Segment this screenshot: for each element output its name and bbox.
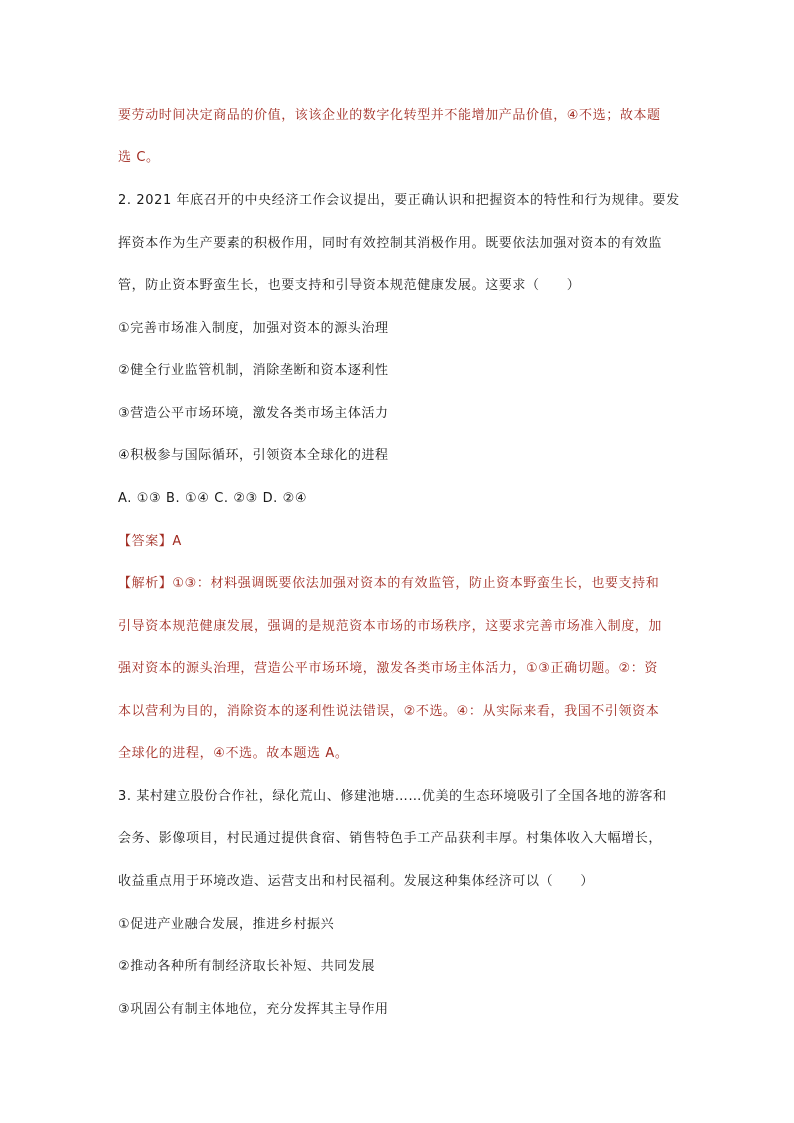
question-2-analysis: 引导资本规范健康发展，强调的是规范资本市场的市场秩序，这要求完善市场准入制度，加 — [118, 619, 663, 634]
question-2-option: ③营造公平市场环境，激发各类市场主体活力 — [118, 406, 389, 421]
question-2-stem: 挥资本作为生产要素的积极作用，同时有效控制其消极作用。既要依法加强对资本的有效监 — [118, 236, 663, 251]
question-2-stem: 管，防止资本野蛮生长，也要支持和引导资本规范健康发展。这要求（ ） — [118, 278, 581, 293]
question-2-analysis — [118, 574, 684, 594]
question-2-analysis: 本以营利为目的，消除资本的逐利性说法错误，②不选。④：从实际来看，我国不引领资本 — [118, 704, 660, 719]
question-2-analysis: 全球化的进程，④不选。故本题选 A。 — [118, 746, 349, 761]
analysis-text: ①③：材料强调既要依法加强对资本的有效监管，防止资本野蛮生长，也要支持和 — [172, 576, 660, 591]
question-3-option: ③巩固公有制主体地位，充分发挥其主导作用 — [118, 1002, 389, 1017]
question-2-answer — [118, 532, 684, 552]
question-3-option: ①促进产业融合发展，推进乡村振兴 — [118, 917, 335, 932]
question-2-choices: A. ①③ B. ①④ C. ②③ D. ②④ — [118, 491, 308, 506]
question-2-analysis: 强对资本的源头治理，营造公平市场环境，激发各类市场主体活力，①③正确切题。②：资 — [118, 661, 658, 676]
analysis-continuation-line: 要劳动时间决定商品的价值，该该企业的数字化转型并不能增加产品价值，④不选；故本题 — [118, 108, 661, 123]
question-3-option: ②推动各种所有制经济取长补短、共同发展 — [118, 959, 376, 974]
analysis-label: 【解析】 — [118, 576, 173, 591]
question-2-stem: 2. 2021 年底召开的中央经济工作会议提出，要正确认识和把握资本的特性和行为规律。要发 — [118, 193, 680, 208]
answer-value: A — [172, 534, 182, 549]
question-2-option: ①完善市场准入制度，加强对资本的源头治理 — [118, 321, 389, 336]
question-2-option: ④积极参与国际循环，引领资本全球化的进程 — [118, 448, 389, 463]
answer-label: 【答案】 — [118, 534, 173, 549]
question-3-stem: 3. 某村建立股份合作社，绿化荒山、修建池塘……优美的生态环境吸引了全国各地的游客和 — [118, 789, 667, 804]
question-3-stem: 收益重点用于环境改造、运营支出和村民福利。发展这种集体经济可以（ ） — [118, 874, 595, 889]
analysis-continuation-line: 选 C。 — [118, 150, 160, 165]
question-3-stem: 会务、影像项目，村民通过提供食宿、销售特色手工产品获利丰厚。村集体收入大幅增长， — [118, 831, 663, 846]
question-2-option: ②健全行业监管机制，消除垄断和资本逐利性 — [118, 363, 389, 378]
